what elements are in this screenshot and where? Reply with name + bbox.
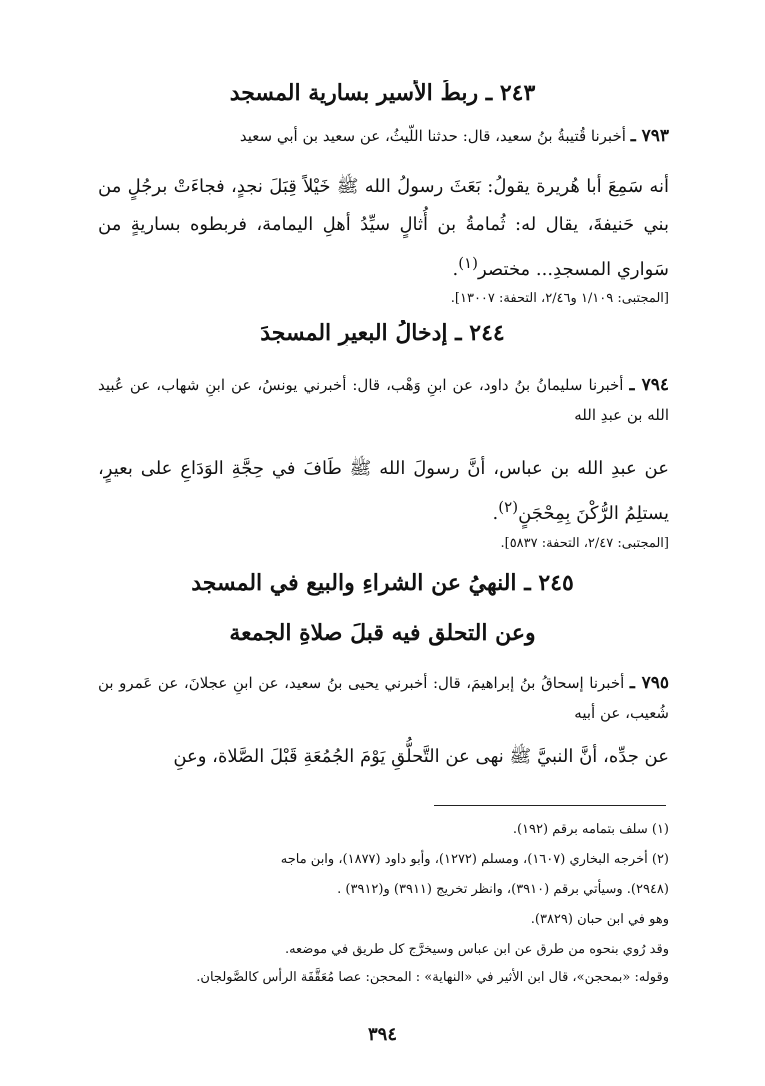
hadith-794-number: ٧٩٤ ـ [629, 375, 669, 395]
hadith-794-matn: عن عبدِ الله بن عباس، أنَّ رسولَ الله ﷺ طَافَ في حِجَّةِ الوَدَاعِ على بعيرٍ، يستلِمُ الرُّكْنَ بِمِحْجَنٍ [98, 458, 669, 524]
hadith-794-chain [98, 370, 669, 430]
chapter-245-title-line1: ٢٤٥ ـ النهيُ عن الشراءِ والبيعِ في المسجد [191, 570, 574, 596]
hadith-795-isnad: أخبرنا إسحاقُ بنُ إبراهيمَ، قال: أخبرني يحيى بنُ سعيد، عن ابنِ عجلانَ، عن عَمرو بن شُعيب، عن أبيه [98, 674, 669, 722]
page-number: ٣٩٤ [367, 1024, 397, 1045]
hadith-795-number: ٧٩٥ ـ [629, 673, 669, 693]
chapter-244-title: ٢٤٤ ـ إدخالُ البعيرِ المسجدَ [260, 320, 505, 346]
chapter-243-title: ٢٤٣ ـ ربطُ الأسير بسارية المسجد [229, 80, 536, 106]
hadith-793-isnad: أخبرنا قُتيبةُ بنُ سعيد، قال: حدثنا اللّيثُ، عن سعيد بن أبي سعيد [239, 127, 626, 145]
hadith-794-isnad: أخبرنا سليمانُ بنُ داود، عن ابنِ وَهْب، قال: أخبرني يونسُ، عن ابنِ شهاب، عن عُبيد الله بن عبدِ الله [98, 376, 669, 424]
footnote-2-ibn-hibban: وهو في ابن حبان (٣٨٢٩). [530, 912, 669, 927]
hadith-794-reference: [المجتبى: ٢/٤٧، التحفة: ٥٨٣٧]. [500, 536, 669, 551]
hadith-794-text: عن عبدِ الله بن عباس، أنَّ رسولَ الله ﷺ طَافَ في حِجَّةِ الوَدَاعِ على بعيرٍ، يستلِمُ الرُّكْنَ بِمِحْجَنٍ$^{(٢)}$. [98, 458, 669, 524]
footnote-2-other-routes: وقد رُوي بنحوه من طرق عن ابن عباس وسيخرَّج كل طريق في موضعه. [284, 942, 669, 957]
footnote-marker-2[interactable]: (٢) [498, 498, 519, 516]
hadith-793-chain [98, 121, 669, 151]
hadith-793-text: أنه سَمِعَ أبا هُريرة يقولُ: بَعَثَ رسولُ الله ﷺ خَيْلاً قِبَلَ نجدٍ، فجاءَتْ برجُلٍ من بني حَنيفةَ، يقال له: ثُمامةُ بن أُثالٍ سيِّدُ أهلِ اليمامة، فربطوه بساريةٍ من سَواري المسجدِ... مختصر$^{(١)}$. [98, 176, 669, 280]
footnote-1: (١) سلف بتمامه برقم (١٩٢). [512, 822, 669, 837]
footnote-2-continued: (٢٩٤٨). وسيأتي برقم (٣٩١٠)، وانظر تخريج (٣٩١١) و(٣٩١٢) . [337, 882, 669, 897]
chapter-245-title-line2: وعن التحلقِ فيه قبلَ صلاةِ الجمعة [229, 620, 536, 646]
footnote-marker-1[interactable]: (١) [458, 254, 478, 272]
footnote-separator [434, 805, 666, 806]
hadith-795-text: عن جدِّه، أنَّ النبيَّ ﷺ نهى عن التَّحلُّقِ يَوْمَ الجُمُعَةِ قَبْلَ الصَّلاة، وعنِ [173, 746, 669, 767]
footnote-2: (٢) أخرجه البخاري (١٦٠٧)، ومسلم (١٢٧٢)، وأبو داود (١٨٧٧)، وابن ماجه [280, 852, 669, 867]
hadith-793-reference: [المجتبى: ١/١٠٩ و٢/٤٦، التحفة: ١٣٠٠٧]. [450, 291, 669, 306]
footnote-2-mihjan-definition: وقوله: «بمحجن»، قال ابن الأثير في «النهاية» : المحجن: عصا مُعَقَّفَة الرأس كالصَّولجان. [196, 970, 669, 985]
hadith-793-number: ٧٩٣ ـ [630, 126, 669, 146]
hadith-795-chain [98, 668, 669, 728]
hadith-793-matn: أنه سَمِعَ أبا هُريرة يقولُ: بَعَثَ رسولُ الله ﷺ خَيْلاً قِبَلَ نجدٍ، فجاءَتْ برجُلٍ من بني حَنيفةَ، يقال له: ثُمامةُ بن أُثالٍ سيِّدُ أهلِ اليمامة، فربطوه بساريةٍ من سَواري المسجدِ... مختصر [98, 176, 669, 280]
